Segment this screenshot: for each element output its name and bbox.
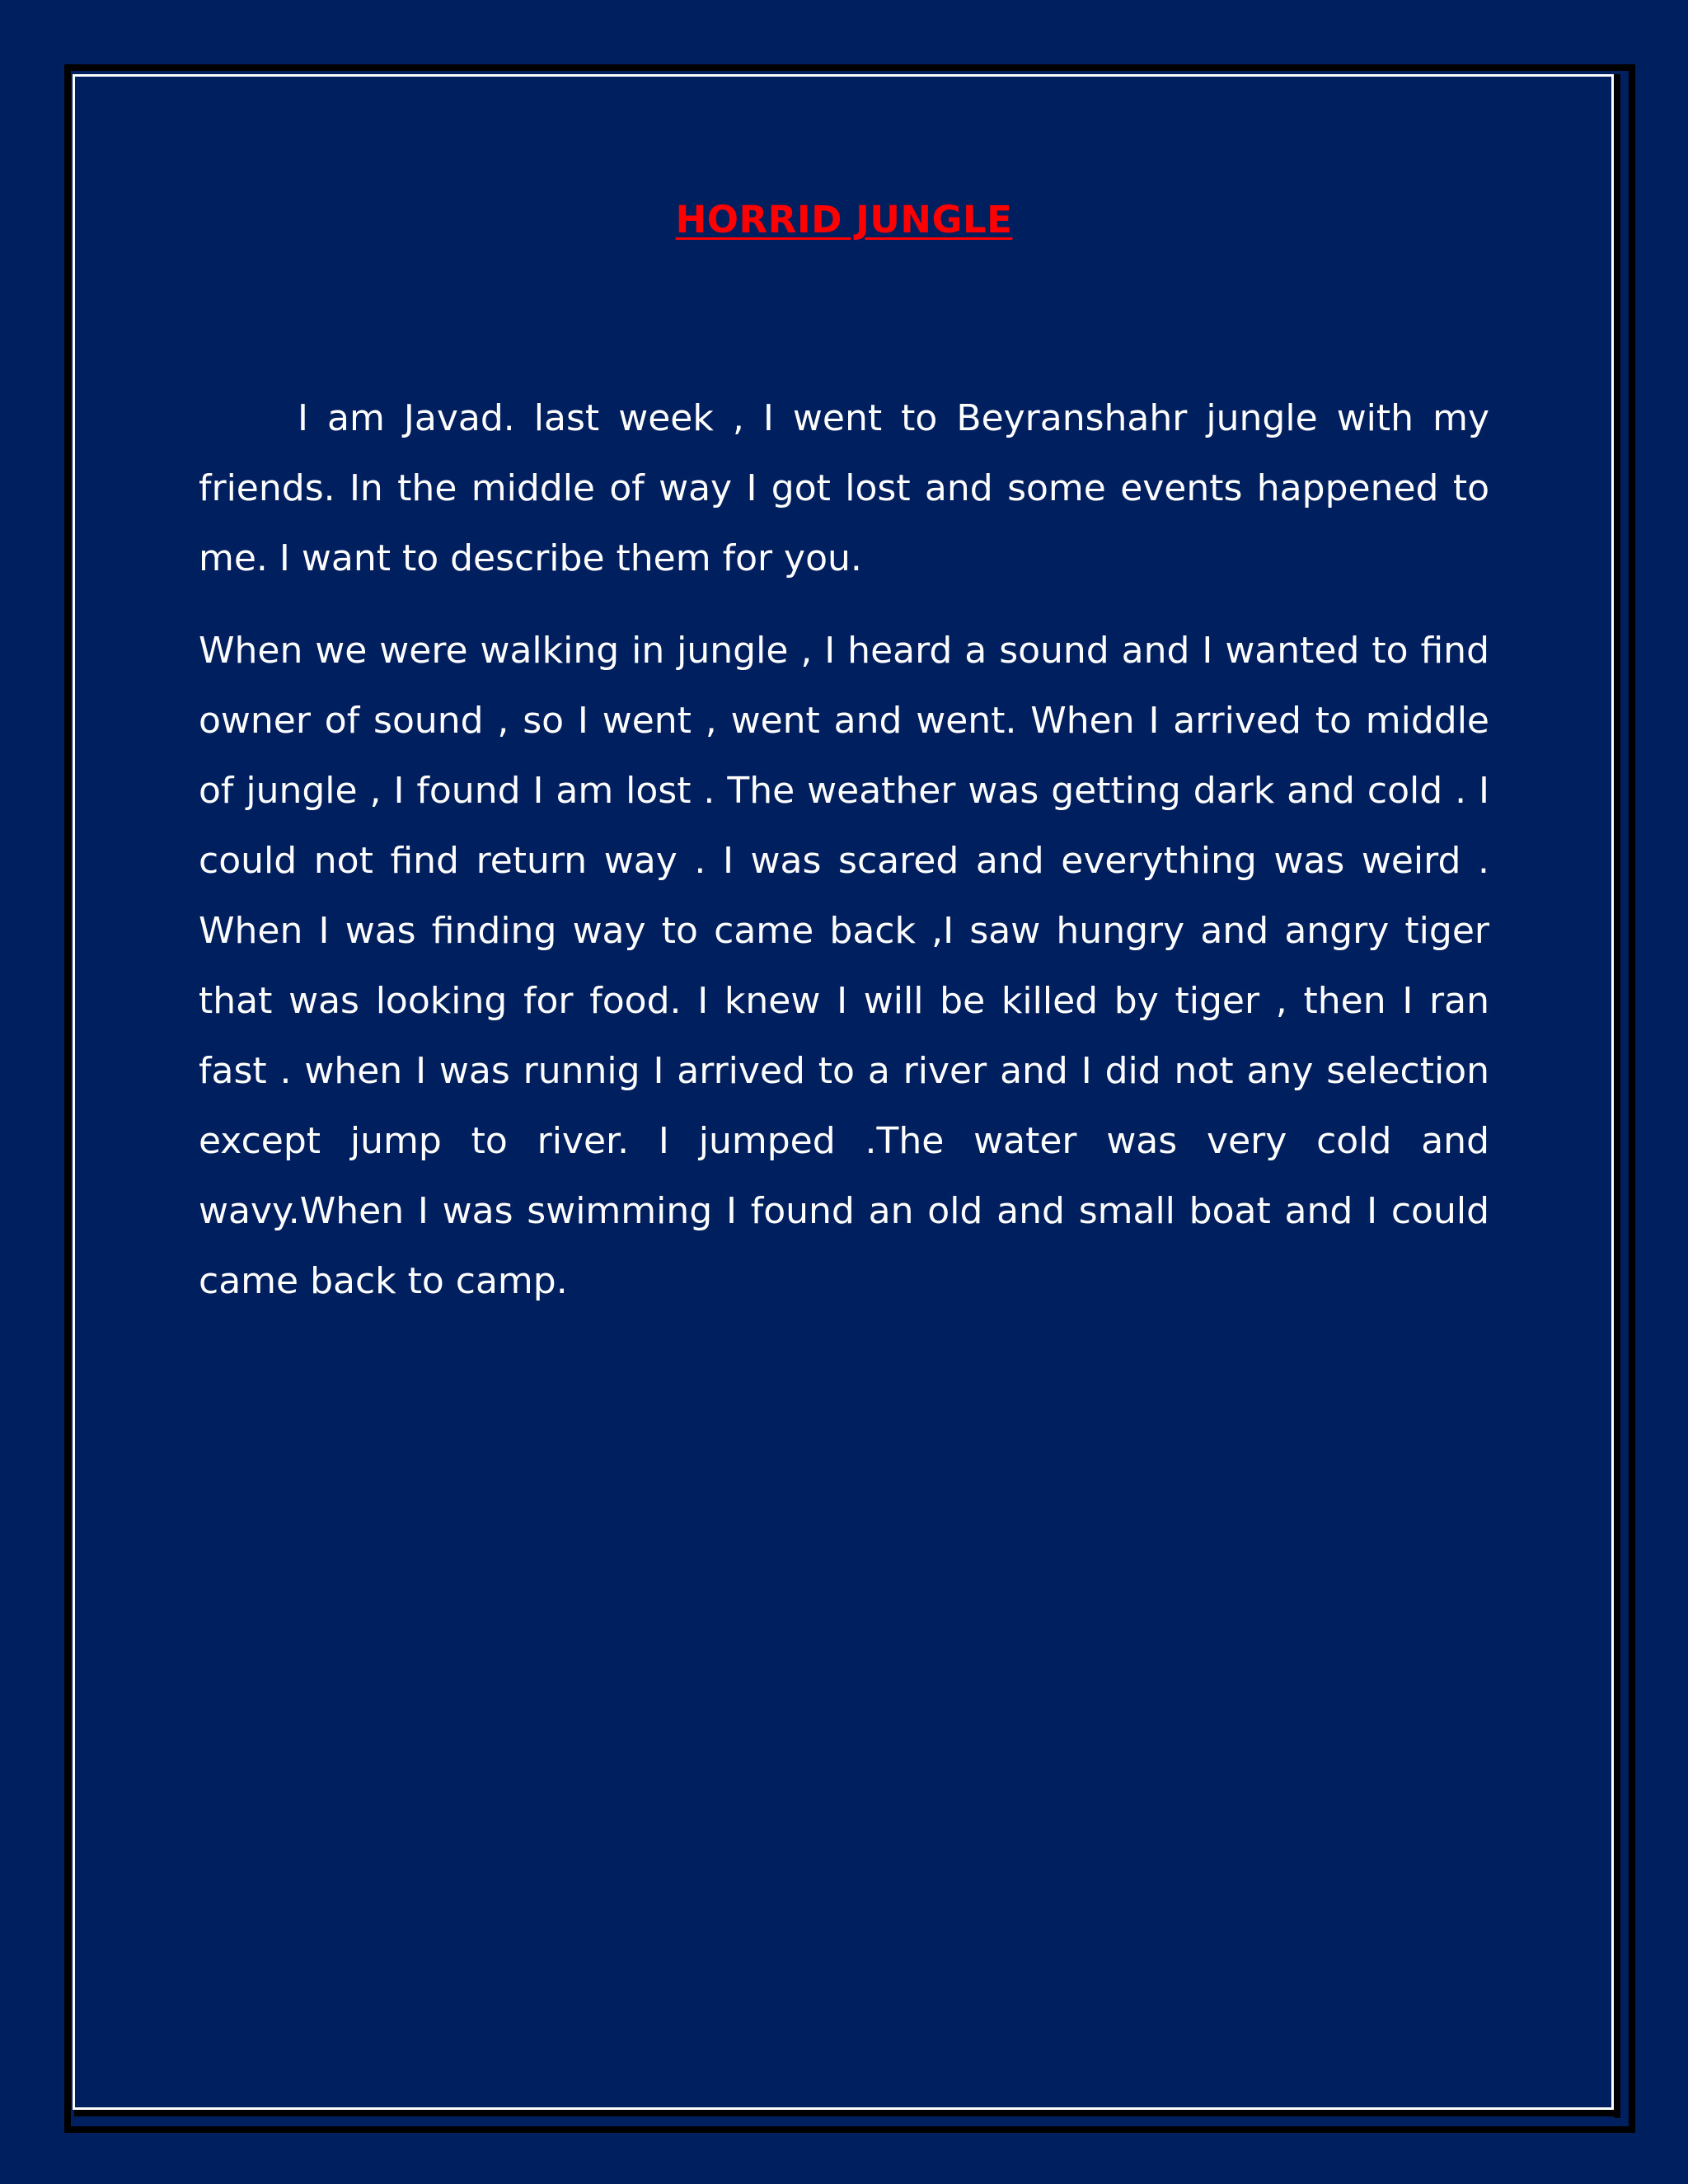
page-border-shadow-bottom [74,2110,1620,2116]
document-body [199,383,1489,1316]
paragraph-story: When we were walking in jungle , I heard a sound and I wanted to find owner of sound , so I went , went and went. When I arrived to middle of jungle , I found I am lost . The weather was getting dark and cold . I could not find return way . I was scared and everything was weird . When I was finding way to came back ,I saw hungry and angry tiger that was looking for food. I knew I will be killed by tiger , then I ran fast . when I was runnig I arrived to a river and I did not any selection except jump to river. I jumped .The water was very cold and wavy.When I was swimming I found an old and small boat and I could came back to camp. [199,630,1489,1302]
page-border-shadow-right [1614,74,1620,2118]
paragraph-intro: I am Javad. last week , I went to Beyranshahr jungle with my friends. In the middle of way I got lost and some events happened to me. I want to describe them for you. [199,397,1489,579]
document-title: HORRID JUNGLE [675,198,1013,241]
